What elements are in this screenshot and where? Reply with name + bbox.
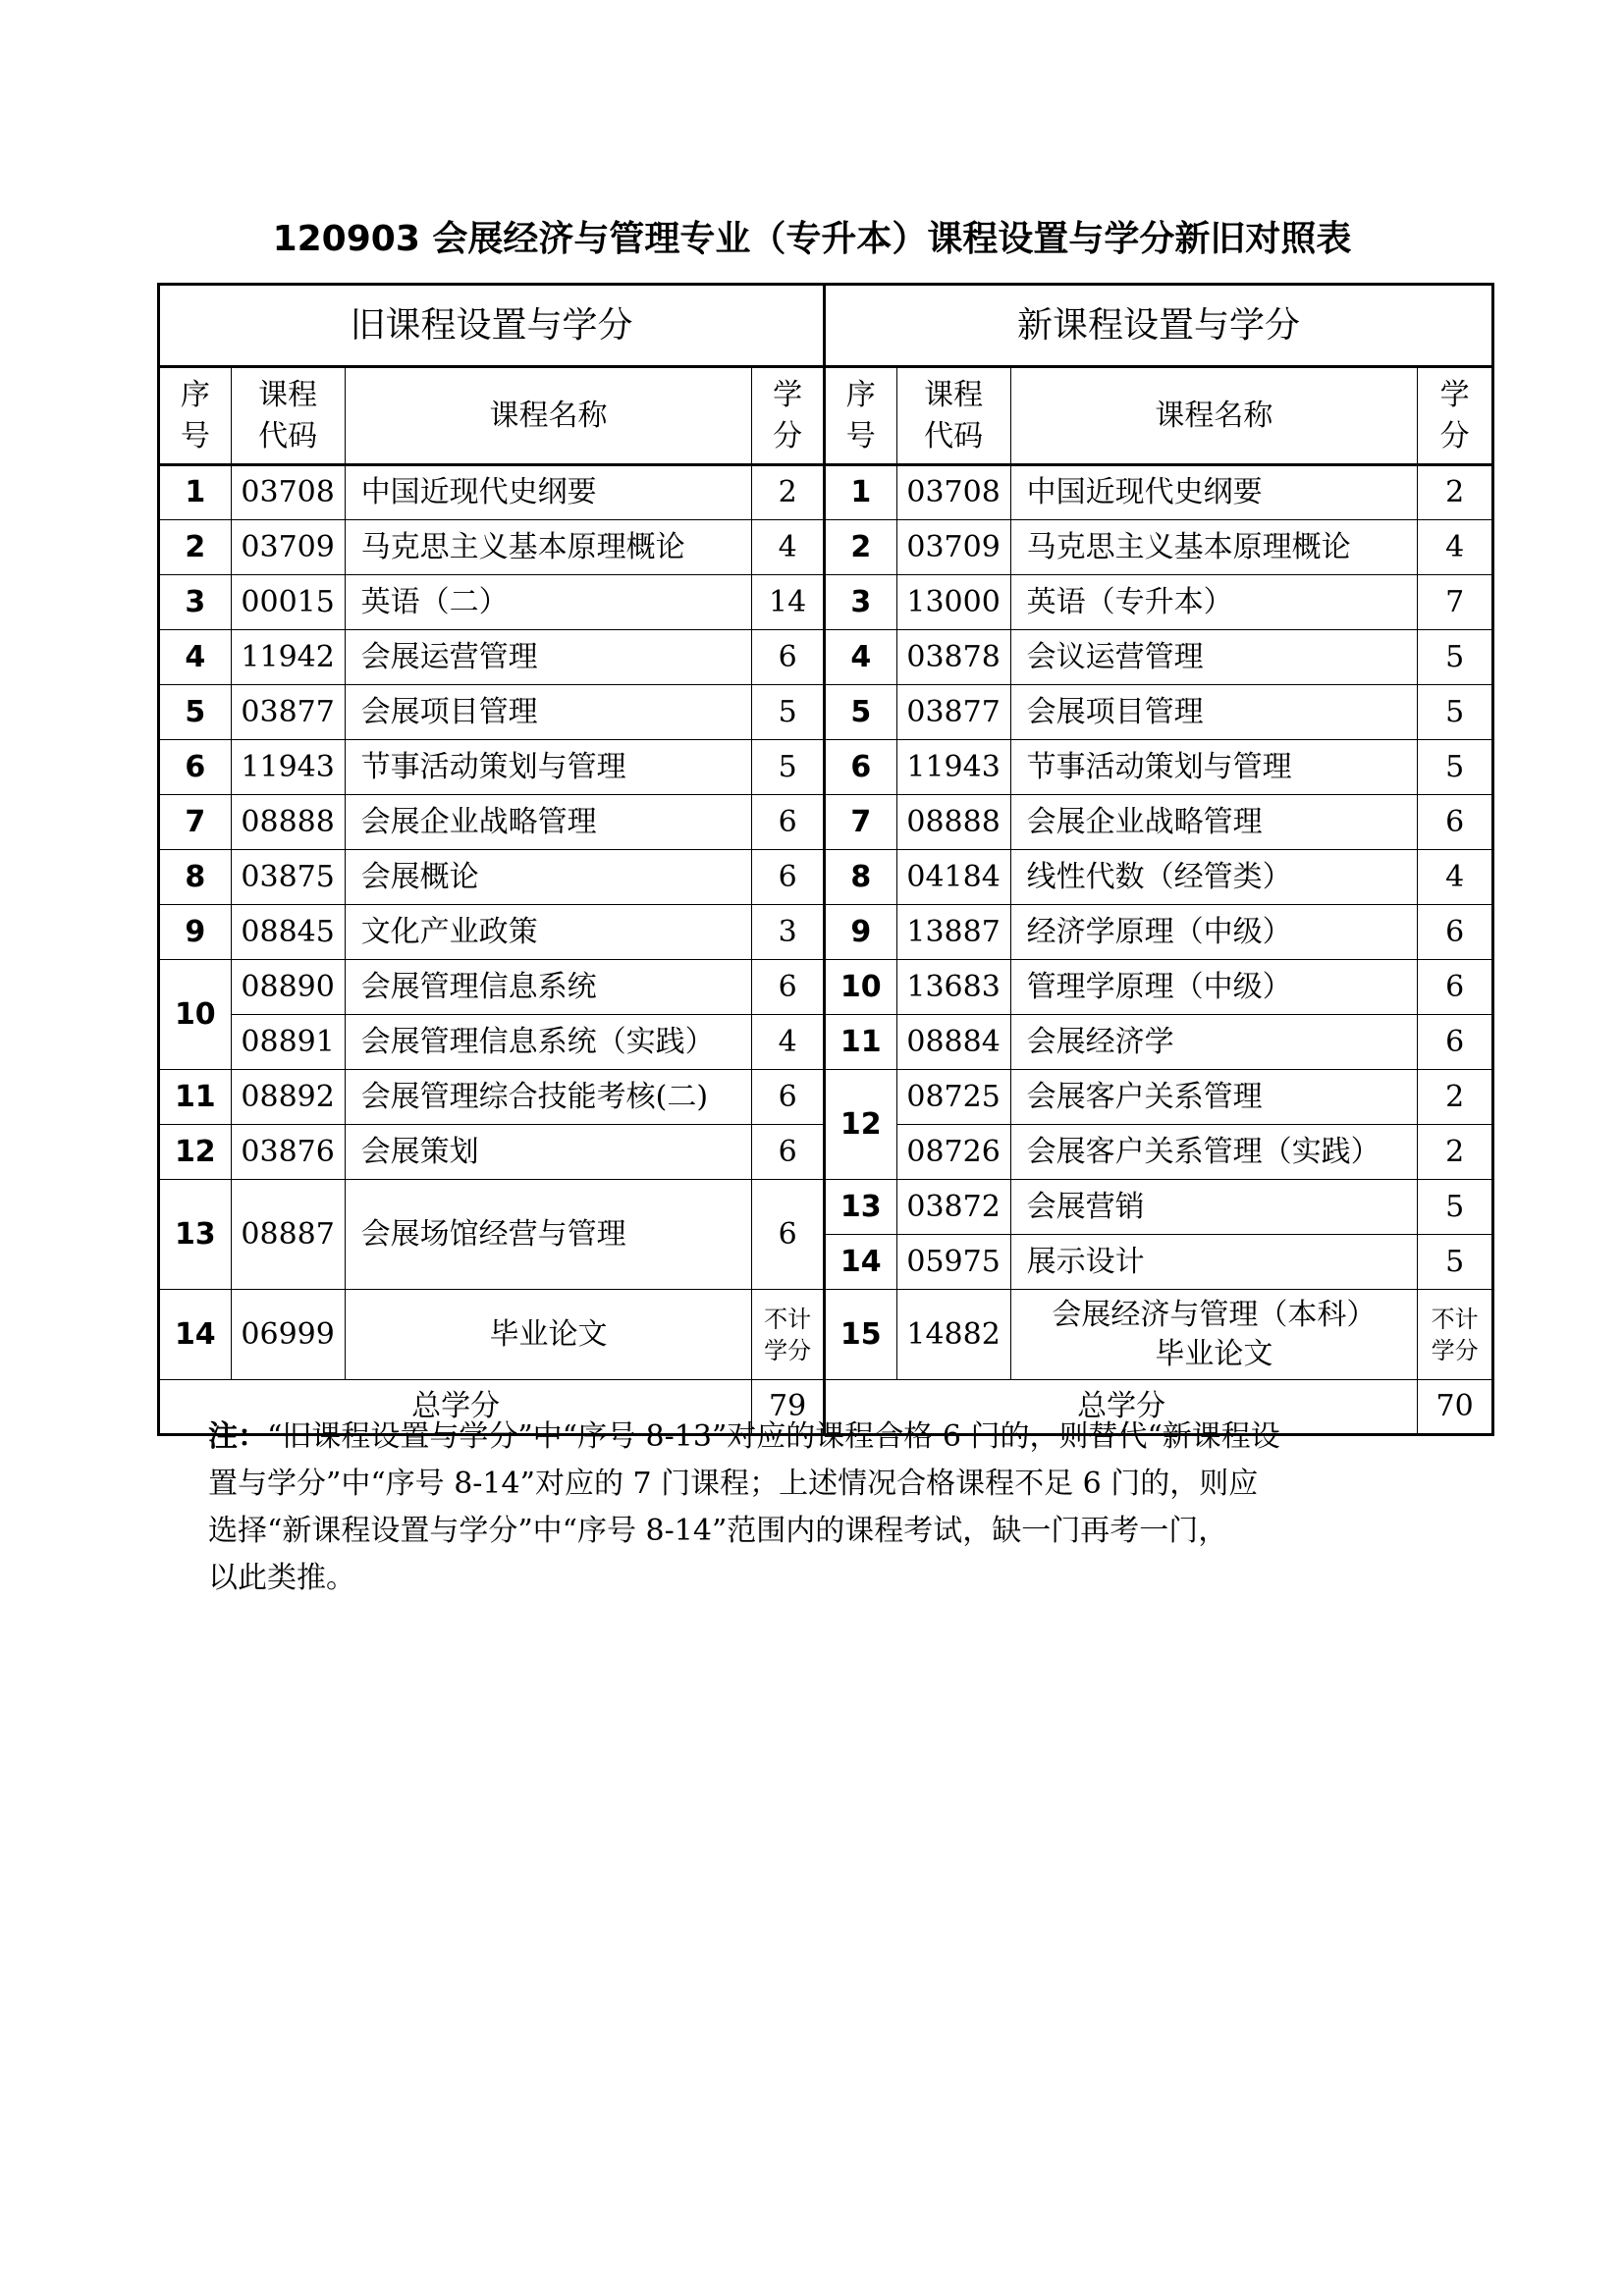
old-credit: 6: [752, 630, 825, 685]
new-idx-header: 序 号: [824, 367, 896, 465]
footnote: [208, 1414, 1455, 1602]
old-code-header: 课程 代码: [231, 367, 345, 465]
old-name: 毕业论文: [345, 1290, 752, 1380]
new-name: 管理学原理（中级）: [1010, 960, 1418, 1015]
old-idx: 11: [159, 1070, 232, 1125]
old-code: 03708: [231, 465, 345, 520]
old-code: 03875: [231, 850, 345, 905]
new-code: 03877: [896, 685, 1010, 740]
old-code: 08887: [231, 1180, 345, 1290]
old-code: 03876: [231, 1125, 345, 1180]
old-credit: 6: [752, 1125, 825, 1180]
new-credit: 4: [1418, 520, 1493, 575]
new-idx: 11: [824, 1015, 896, 1070]
old-code: 11942: [231, 630, 345, 685]
new-code: 08725: [896, 1070, 1010, 1125]
old-name-header: 课程名称: [345, 367, 752, 465]
new-idx: 8: [824, 850, 896, 905]
table-row: [159, 1290, 1493, 1380]
old-credit: 6: [752, 1180, 825, 1290]
new-name: 节事活动策划与管理: [1010, 740, 1418, 795]
old-code: 08890: [231, 960, 345, 1015]
new-code: 08884: [896, 1015, 1010, 1070]
course-comparison-table: [157, 283, 1494, 1436]
old-name: 会展概论: [345, 850, 752, 905]
old-code: 08891: [231, 1015, 345, 1070]
new-idx: 1: [824, 465, 896, 520]
new-name: 马克思主义基本原理概论: [1010, 520, 1418, 575]
new-credit: 6: [1418, 905, 1493, 960]
new-code: 08888: [896, 795, 1010, 850]
new-credit-header: 学 分: [1418, 367, 1493, 465]
old-idx: 13: [159, 1180, 232, 1290]
old-credit: 6: [752, 850, 825, 905]
old-idx: 7: [159, 795, 232, 850]
old-credit: 4: [752, 1015, 825, 1070]
new-code-header: 课程 代码: [896, 367, 1010, 465]
new-idx: 15: [824, 1290, 896, 1380]
new-credit: 5: [1418, 1235, 1493, 1290]
new-code: 13000: [896, 575, 1010, 630]
old-idx-header: 序 号: [159, 367, 232, 465]
page-title: 120903 会展经济与管理专业（专升本）课程设置与学分新旧对照表: [272, 219, 1352, 259]
old-total-label: 总学分: [159, 1380, 752, 1435]
old-credit: 5: [752, 685, 825, 740]
new-name: 会议运营管理: [1010, 630, 1418, 685]
new-credit: 2: [1418, 465, 1493, 520]
new-name: 会展客户关系管理（实践）: [1010, 1125, 1418, 1180]
old-code: 08845: [231, 905, 345, 960]
new-name: 会展客户关系管理: [1010, 1070, 1418, 1125]
old-name: 英语（二）: [345, 575, 752, 630]
old-idx: 1: [159, 465, 232, 520]
old-idx: 8: [159, 850, 232, 905]
old-name: 会展策划: [345, 1125, 752, 1180]
old-credit: 14: [752, 575, 825, 630]
table-row: [159, 630, 1493, 685]
new-idx: 6: [824, 740, 896, 795]
footnote-line: 置与学分”中“序号 8-14”对应的 7 门课程；上述情况合格课程不足 6 门的，则应: [208, 1467, 1259, 1501]
footnote-line: 注：“旧课程设置与学分”中“序号 8-13”对应的课程合格 6 门的，则替代“新课程设: [208, 1419, 1280, 1454]
table-row: [159, 465, 1493, 520]
new-credit: 6: [1418, 960, 1493, 1015]
new-code: 14882: [896, 1290, 1010, 1380]
old-credit: 4: [752, 520, 825, 575]
old-credit: 3: [752, 905, 825, 960]
new-code: 03872: [896, 1180, 1010, 1235]
old-idx: 3: [159, 575, 232, 630]
new-code: 03708: [896, 465, 1010, 520]
new-name: 会展项目管理: [1010, 685, 1418, 740]
new-credit: 5: [1418, 685, 1493, 740]
old-idx: 6: [159, 740, 232, 795]
old-name: 节事活动策划与管理: [345, 740, 752, 795]
old-credit: 6: [752, 795, 825, 850]
new-name: 中国近现代史纲要: [1010, 465, 1418, 520]
old-idx: 10: [159, 960, 232, 1070]
new-name: 会展企业战略管理: [1010, 795, 1418, 850]
old-code: 03709: [231, 520, 345, 575]
new-credit: 6: [1418, 795, 1493, 850]
new-code: 08726: [896, 1125, 1010, 1180]
new-idx: 13: [824, 1180, 896, 1235]
new-idx: 12: [824, 1070, 896, 1180]
table-row: [159, 575, 1493, 630]
old-total-value: 79: [752, 1380, 825, 1435]
new-idx: 2: [824, 520, 896, 575]
old-code: 08888: [231, 795, 345, 850]
new-credit: 2: [1418, 1070, 1493, 1125]
new-idx: 14: [824, 1235, 896, 1290]
table-row: [159, 520, 1493, 575]
new-code: 04184: [896, 850, 1010, 905]
old-name: 中国近现代史纲要: [345, 465, 752, 520]
new-name: 经济学原理（中级）: [1010, 905, 1418, 960]
new-credit: 不计 学分: [1418, 1290, 1493, 1380]
new-name: 展示设计: [1010, 1235, 1418, 1290]
table-row: [159, 850, 1493, 905]
old-idx: 9: [159, 905, 232, 960]
new-code: 13683: [896, 960, 1010, 1015]
new-credit: 2: [1418, 1125, 1493, 1180]
old-credit: 5: [752, 740, 825, 795]
old-code: 03877: [231, 685, 345, 740]
new-idx: 7: [824, 795, 896, 850]
new-credit: 5: [1418, 740, 1493, 795]
new-credit: 4: [1418, 850, 1493, 905]
new-idx: 9: [824, 905, 896, 960]
old-name: 会展企业战略管理: [345, 795, 752, 850]
new-name: 线性代数（经管类）: [1010, 850, 1418, 905]
table-row: [159, 905, 1493, 960]
table-row: [159, 1070, 1493, 1125]
new-credit: 5: [1418, 1180, 1493, 1235]
footnote-line: 选择“新课程设置与学分”中“序号 8-14”范围内的课程考试，缺一门再考一门，: [208, 1514, 1228, 1548]
new-idx: 10: [824, 960, 896, 1015]
table-row: [159, 740, 1493, 795]
old-name: 会展管理信息系统（实践）: [345, 1015, 752, 1070]
new-name: 会展经济学: [1010, 1015, 1418, 1070]
old-credit-header: 学 分: [752, 367, 825, 465]
new-code: 03709: [896, 520, 1010, 575]
new-credit: 6: [1418, 1015, 1493, 1070]
table-row: [159, 685, 1493, 740]
new-code: 11943: [896, 740, 1010, 795]
table-row: [159, 795, 1493, 850]
table-row: [159, 1015, 1493, 1070]
old-name: 会展项目管理: [345, 685, 752, 740]
new-idx: 5: [824, 685, 896, 740]
old-credit: 2: [752, 465, 825, 520]
new-name: 会展经济与管理（本科） 毕业论文: [1010, 1290, 1418, 1380]
old-idx: 4: [159, 630, 232, 685]
old-name: 会展管理综合技能考核(二): [345, 1070, 752, 1125]
old-idx: 12: [159, 1125, 232, 1180]
table-row: [159, 960, 1493, 1015]
new-idx: 4: [824, 630, 896, 685]
new-name: 英语（专升本）: [1010, 575, 1418, 630]
old-name: 会展运营管理: [345, 630, 752, 685]
old-code: 00015: [231, 575, 345, 630]
old-name: 会展管理信息系统: [345, 960, 752, 1015]
footnote-line: 以此类推。: [208, 1561, 355, 1595]
old-idx: 5: [159, 685, 232, 740]
new-name-header: 课程名称: [1010, 367, 1418, 465]
old-credit: 6: [752, 1070, 825, 1125]
old-code: 11943: [231, 740, 345, 795]
old-idx: 14: [159, 1290, 232, 1380]
new-idx: 3: [824, 575, 896, 630]
old-code: 06999: [231, 1290, 345, 1380]
new-credit: 5: [1418, 630, 1493, 685]
new-credit: 7: [1418, 575, 1493, 630]
old-code: 08892: [231, 1070, 345, 1125]
old-name: 文化产业政策: [345, 905, 752, 960]
old-section-heading: 旧课程设置与学分: [159, 285, 825, 367]
old-name: 会展场馆经营与管理: [345, 1180, 752, 1290]
old-credit: 不计 学分: [752, 1290, 825, 1380]
new-code: 13887: [896, 905, 1010, 960]
old-name: 马克思主义基本原理概论: [345, 520, 752, 575]
table-row: [159, 1180, 1493, 1235]
old-idx: 2: [159, 520, 232, 575]
new-section-heading: 新课程设置与学分: [824, 285, 1492, 367]
new-code: 03878: [896, 630, 1010, 685]
new-total-label: 总学分: [824, 1380, 1417, 1435]
new-name: 会展营销: [1010, 1180, 1418, 1235]
old-credit: 6: [752, 960, 825, 1015]
new-code: 05975: [896, 1235, 1010, 1290]
footnote-label: 注：: [208, 1419, 267, 1454]
new-total-value: 70: [1418, 1380, 1493, 1435]
